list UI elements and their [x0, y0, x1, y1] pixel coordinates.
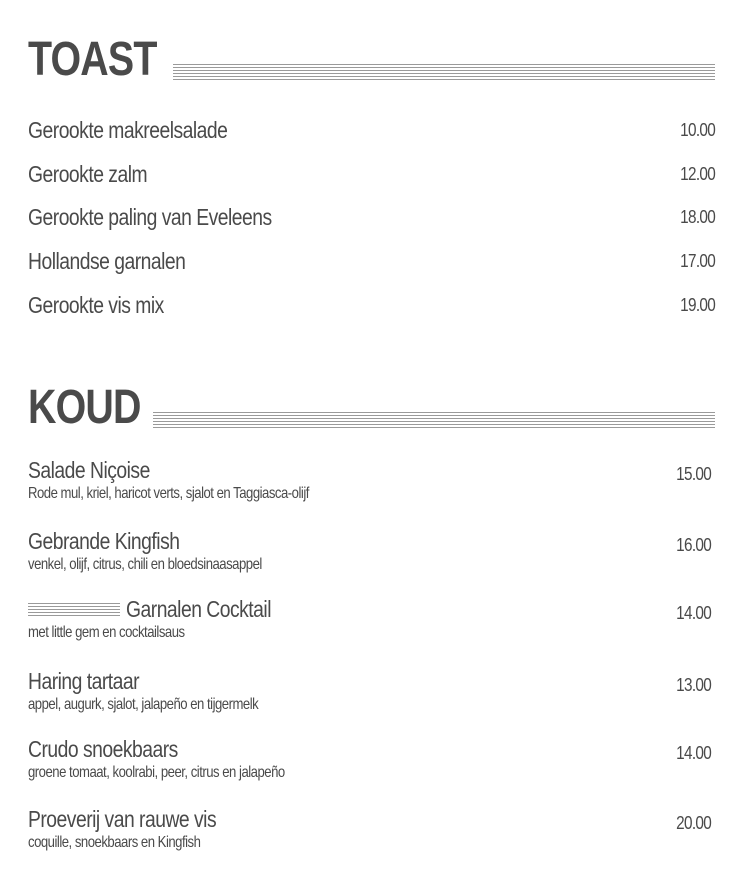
decorative-rule — [153, 412, 715, 428]
menu-item-name: Salade Niçoise — [28, 457, 150, 483]
menu-item-description: Rode mul, kriel, haricot verts, sjalot en Taggiasca-olijf — [28, 485, 309, 502]
menu-item-name: Crudo snoekbaars — [28, 736, 178, 762]
menu-item-price: 14.00 — [676, 603, 711, 623]
menu-item-description: groene tomaat, koolrabi, peer, citrus en jalapeño — [28, 764, 285, 781]
menu-item-description: venkel, olijf, citrus, chili en bloedsinaasappel — [28, 556, 262, 573]
menu-item — [28, 805, 711, 855]
menu-item-price: 16.00 — [676, 535, 711, 555]
menu-item-price: 19.00 — [680, 294, 715, 315]
menu-item-price: 15.00 — [676, 464, 711, 484]
menu-item-name: Gerookte paling van Eveleens — [28, 203, 272, 230]
menu-item-name: Haring tartaar — [28, 668, 140, 694]
menu-item-name: Gerookte vis mix — [28, 291, 164, 318]
menu-item-name: Garnalen Cocktail — [126, 596, 272, 622]
menu-item-price: 10.00 — [680, 119, 715, 140]
menu-item — [28, 202, 715, 232]
menu-item — [28, 667, 711, 717]
menu-item — [28, 456, 711, 506]
menu-item-name: Gerookte zalm — [28, 160, 148, 187]
menu-item-name: Hollandse garnalen — [28, 247, 186, 274]
decorative-rule — [173, 64, 715, 80]
section-title-koud: KOUD — [28, 381, 141, 434]
menu-item — [28, 115, 715, 145]
menu-item-price: 13.00 — [676, 675, 711, 695]
menu-item-price: 17.00 — [680, 250, 715, 271]
menu-item-price: 20.00 — [676, 813, 711, 833]
menu-item — [28, 246, 715, 276]
section-header-toast — [28, 30, 715, 84]
menu-item — [28, 595, 711, 645]
section-title-toast: TOAST — [28, 33, 157, 86]
menu-item-description: met little gem en cocktailsaus — [28, 624, 185, 641]
menu-item-price: 12.00 — [680, 163, 715, 184]
menu-item — [28, 527, 711, 577]
menu-item-name: Gebrande Kingfish — [28, 528, 180, 554]
menu-item — [28, 735, 711, 785]
menu-item — [28, 290, 715, 320]
decorative-rule — [28, 603, 120, 616]
menu-item-description: appel, augurk, sjalot, jalapeño en tijgermelk — [28, 696, 259, 713]
menu-item-price: 18.00 — [680, 206, 715, 227]
menu-item-name: Gerookte makreelsalade — [28, 116, 228, 143]
menu-item-price: 14.00 — [676, 743, 711, 763]
menu-item-name: Proeverij van rauwe vis — [28, 806, 217, 832]
menu-item-description: coquille, snoekbaars en Kingfish — [28, 834, 201, 851]
section-header-koud — [28, 378, 715, 432]
menu-item — [28, 159, 715, 189]
